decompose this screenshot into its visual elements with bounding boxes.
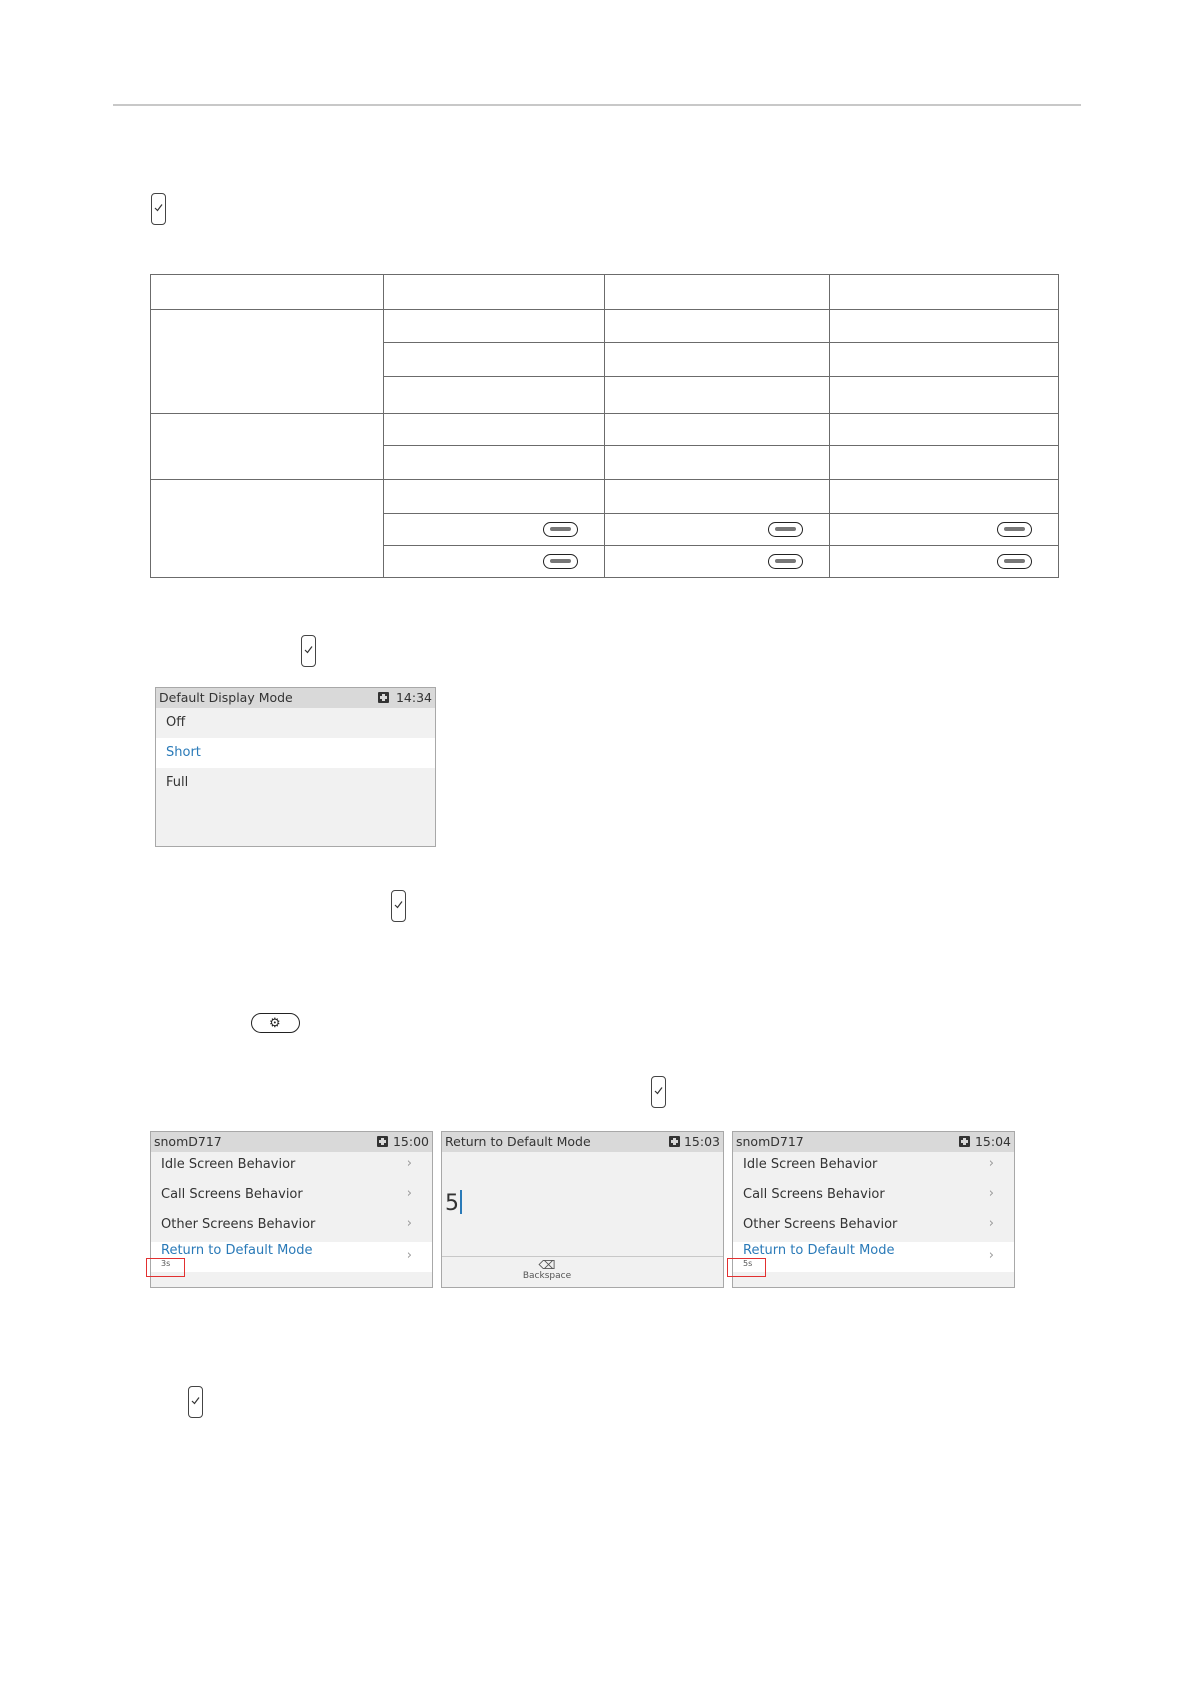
highlight-box — [727, 1258, 766, 1277]
clock: 15:00 — [392, 1134, 429, 1149]
table-cell — [384, 310, 605, 343]
chevron-right-icon: › — [988, 1216, 994, 1231]
display-mode-screen — [155, 687, 436, 847]
table-cell — [605, 343, 830, 377]
table-cell — [384, 275, 605, 310]
menu-item-label: Return to Default Mode — [161, 1243, 313, 1258]
clock: 15:04 — [974, 1134, 1011, 1149]
gear-icon: ⚙ — [269, 1015, 281, 1030]
option-full[interactable] — [156, 768, 435, 798]
return-default-input-screen — [441, 1131, 724, 1288]
phone-icon — [959, 1136, 970, 1147]
soft-key-icon — [543, 554, 578, 569]
menu-item-other-screens[interactable] — [151, 1212, 432, 1242]
table-cell — [830, 414, 1059, 446]
table-cell — [605, 446, 830, 480]
settings-screen-before — [150, 1131, 433, 1288]
backspace-icon: ⌫ — [538, 1258, 556, 1272]
menu-item-label: Idle Screen Behavior — [161, 1157, 296, 1172]
table-cell — [830, 343, 1059, 377]
option-label: Short — [166, 745, 201, 760]
softkey-divider — [442, 1256, 723, 1257]
table-cell — [830, 377, 1059, 414]
menu-item-other-screens[interactable] — [733, 1212, 1014, 1242]
text-cursor — [460, 1190, 462, 1214]
table-row — [151, 480, 1059, 514]
chevron-right-icon: › — [406, 1248, 412, 1263]
table-cell — [830, 546, 1059, 578]
status-bar — [442, 1132, 723, 1152]
menu-item-label: Return to Default Mode — [743, 1243, 895, 1258]
table-cell — [830, 514, 1059, 546]
ok-check-icon — [188, 1386, 203, 1418]
menu-item-label: Call Screens Behavior — [161, 1187, 303, 1202]
clock: 14:34 — [395, 690, 432, 705]
menu-item-label: Call Screens Behavior — [743, 1187, 885, 1202]
status-bar — [156, 688, 435, 708]
table-row — [151, 414, 1059, 446]
menu-item-value: 5s — [743, 1259, 753, 1268]
table-cell — [151, 275, 384, 310]
menu-item-idle-screen[interactable] — [733, 1152, 1014, 1182]
table-cell — [605, 414, 830, 446]
screen-title: snomD717 — [154, 1134, 222, 1149]
phone-icon — [378, 692, 389, 703]
table-cell — [384, 343, 605, 377]
soft-key-icon — [768, 522, 803, 537]
table-row — [151, 310, 1059, 343]
input-value: 5 — [445, 1191, 459, 1216]
screen-title: Return to Default Mode — [445, 1134, 591, 1149]
chevron-right-icon: › — [988, 1248, 994, 1263]
menu-item-value: 3s — [161, 1259, 171, 1268]
table-cell — [605, 546, 830, 578]
chevron-right-icon: › — [406, 1156, 412, 1171]
menu-item-call-screens[interactable] — [733, 1182, 1014, 1212]
chevron-right-icon: › — [406, 1186, 412, 1201]
backspace-softkey[interactable] — [442, 1259, 652, 1281]
option-label: Full — [166, 775, 189, 790]
table-cell — [384, 377, 605, 414]
status-bar — [151, 1132, 432, 1152]
table-cell — [384, 480, 605, 514]
phone-icon — [377, 1136, 388, 1147]
menu-item-label: Idle Screen Behavior — [743, 1157, 878, 1172]
ok-check-icon — [651, 1076, 666, 1108]
table-cell — [605, 310, 830, 343]
ok-check-icon — [301, 635, 316, 667]
option-label: Off — [166, 715, 186, 730]
table-cell — [151, 414, 384, 480]
settings-table — [150, 274, 1059, 578]
header-rule — [113, 104, 1081, 106]
menu-item-label: Other Screens Behavior — [161, 1217, 316, 1232]
settings-screen-after — [732, 1131, 1015, 1288]
table-row — [151, 275, 1059, 310]
screen-title: snomD717 — [736, 1134, 804, 1149]
phone-icon — [669, 1136, 680, 1147]
menu-item-call-screens[interactable] — [151, 1182, 432, 1212]
table-cell — [605, 514, 830, 546]
ok-check-icon — [151, 193, 166, 225]
menu-item-return-default[interactable] — [733, 1242, 1014, 1272]
clock: 15:03 — [683, 1134, 720, 1149]
table-cell — [384, 414, 605, 446]
status-bar — [733, 1132, 1014, 1152]
menu-item-label: Other Screens Behavior — [743, 1217, 898, 1232]
table-cell — [605, 377, 830, 414]
option-off[interactable] — [156, 708, 435, 738]
table-cell — [605, 480, 830, 514]
chevron-right-icon: › — [988, 1186, 994, 1201]
ok-check-icon — [391, 890, 406, 922]
screen-title: Default Display Mode — [159, 690, 293, 705]
chevron-right-icon: › — [988, 1156, 994, 1171]
table-cell — [830, 446, 1059, 480]
chevron-right-icon: › — [406, 1216, 412, 1231]
highlight-box — [146, 1258, 185, 1277]
table-cell — [151, 480, 384, 578]
softkey-label: Backspace — [522, 1271, 572, 1281]
table-cell — [830, 275, 1059, 310]
option-short[interactable] — [156, 738, 435, 768]
soft-key-icon — [997, 554, 1032, 569]
soft-key-icon — [997, 522, 1032, 537]
table-cell — [151, 310, 384, 414]
soft-key-icon — [543, 522, 578, 537]
table-cell — [384, 546, 605, 578]
input-field[interactable] — [445, 1190, 462, 1216]
table-cell — [830, 480, 1059, 514]
table-cell — [384, 514, 605, 546]
table-cell — [830, 310, 1059, 343]
table-cell — [605, 275, 830, 310]
menu-item-idle-screen[interactable] — [151, 1152, 432, 1182]
settings-key — [251, 1013, 300, 1033]
menu-item-return-default[interactable] — [151, 1242, 432, 1272]
table-cell — [384, 446, 605, 480]
soft-key-icon — [768, 554, 803, 569]
